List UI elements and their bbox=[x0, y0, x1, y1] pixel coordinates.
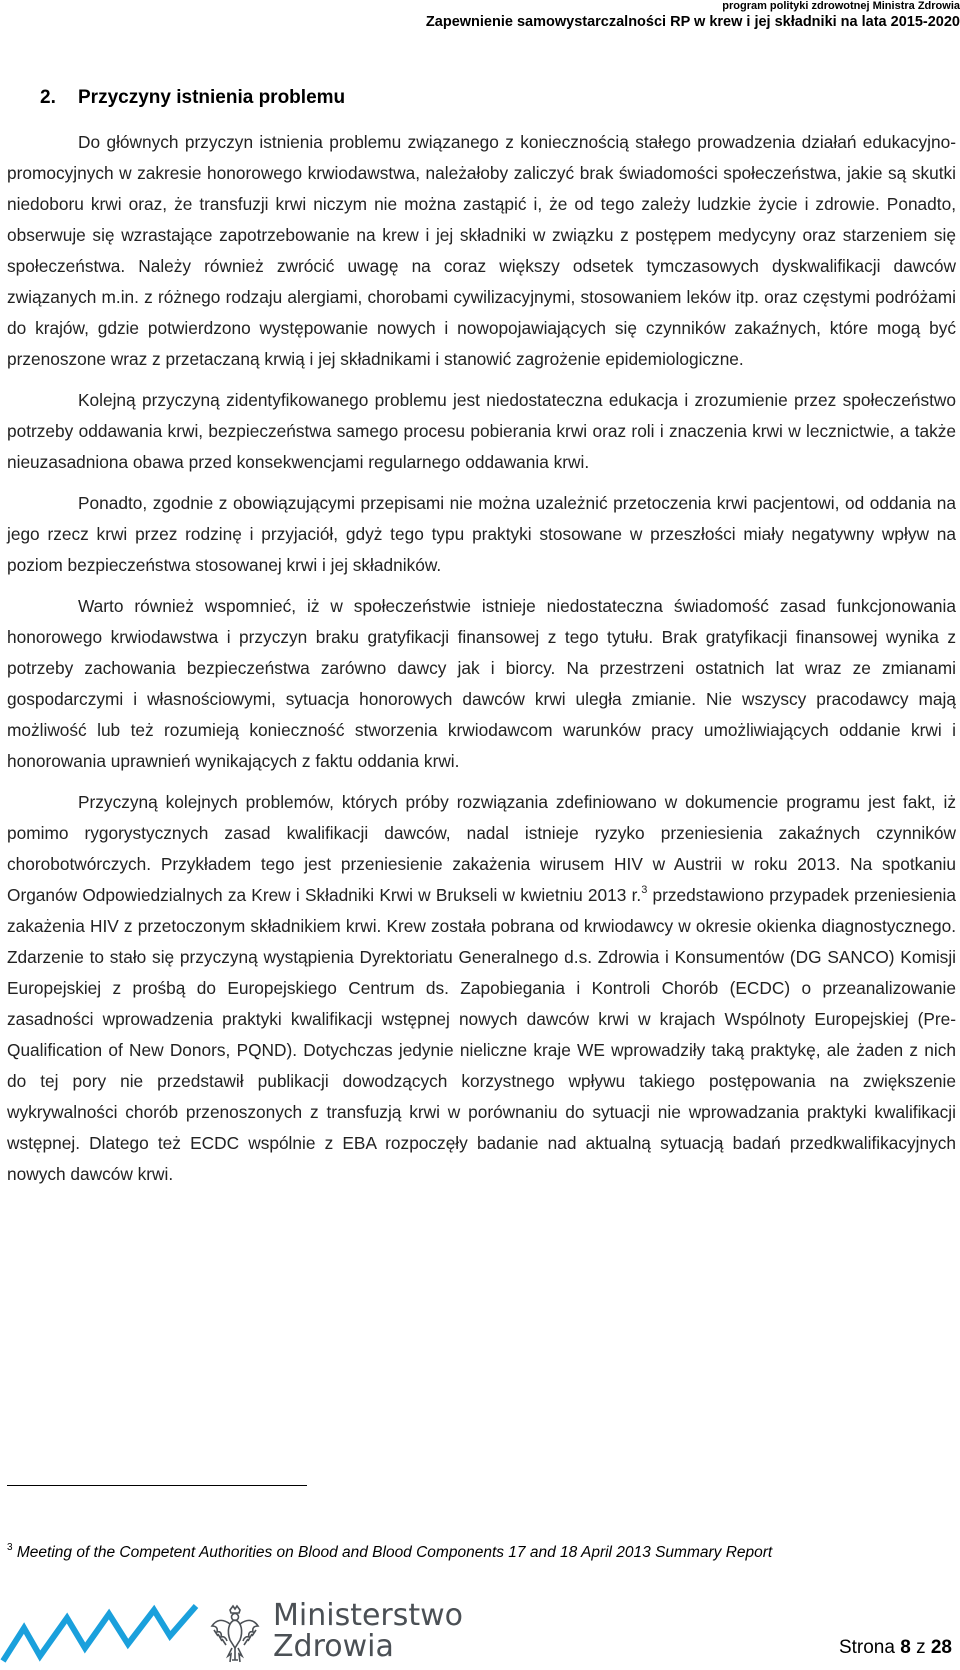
ministry-name-line-1: Ministerstwo bbox=[273, 1598, 464, 1633]
ministry-logo-mark-icon bbox=[0, 1604, 200, 1666]
document-body bbox=[7, 127, 956, 1200]
section-heading bbox=[40, 86, 345, 110]
footnote-reference[interactable]: 3 bbox=[641, 884, 648, 896]
footnote-text: Meeting of the Competent Authorities on Blood and Blood Components 17 and 18 April 2013 Summary Report bbox=[16, 1544, 773, 1561]
polish-eagle-emblem-icon bbox=[208, 1604, 262, 1666]
footnote bbox=[7, 1543, 772, 1563]
page-current: 8 bbox=[900, 1637, 911, 1658]
footnote-number: 3 bbox=[7, 1542, 13, 1553]
header-program-line: program polityki zdrowotnej Ministra Zdrowia bbox=[722, 0, 960, 12]
ministry-logo bbox=[0, 1600, 470, 1670]
ministry-name bbox=[273, 1600, 463, 1662]
page-separator: z bbox=[910, 1637, 931, 1658]
paragraph-1: Do głównych przyczyn istnienia problemu związanego z koniecznością stałego prowadzenia działań edukacyjno-promocyjnych w zakresie honorowego krwiodawstwa, należałoby zaliczyć brak świadomości społeczeństwa, jakie są skutki niedoboru krwi oraz, że transfuzji krwi niczym nie można zastąpić i, że od tego zależy ludzkie życie i zdrowie. Ponadto, obserwuje się wzrastające zapotrzebowanie na krew i jej składniki w związku z postępem medycyny oraz starzeniem się społeczeństwa. Należy również zwrócić uwagę na coraz większy odsetek tymczasowych dyskwalifikacji dawców związanych m.in. z różnego rodzaju alergiami, chorobami cywilizacyjnymi, stosowaniem leków itp. oraz częstymi podróżami do krajów, gdzie potwierdzono występowanie nowych i nowopojawiających się czynników zakaźnych, które mogą być przenoszone wraz z przetaczaną krwią i jej składnikami i stanowić zagrożenie epidemiologiczne. bbox=[7, 132, 956, 369]
page-number bbox=[839, 1637, 952, 1659]
paragraph-3: Ponadto, zgodnie z obowiązującymi przepisami nie można uzależnić przetoczenia krwi pacjentowi, od oddania na jego rzecz krwi przez rodzinę i przyjaciół, gdyż tego typu praktyki stosowane w przeszłości miały negatywny wpływ na poziom bezpieczeństwa stosowanej krwi i jej składników. bbox=[7, 493, 956, 575]
paragraph-2: Kolejną przyczyną zidentyfikowanego problemu jest niedostateczna edukacja i zrozumienie przez społeczeństwo potrzeby oddawania krwi, bezpieczeństwa samego procesu pobierania krwi oraz roli i znaczenia krwi w lecznictwie, a także nieuzasadniona obawa przed konsekwencjami regularnego oddawania krwi. bbox=[7, 390, 956, 472]
ministry-name-line-2: Zdrowia bbox=[273, 1629, 394, 1664]
section-number: 2. bbox=[40, 87, 56, 108]
header-document-title: Zapewnienie samowystarczalności RP w krew i jej składniki na lata 2015-2020 bbox=[425, 14, 960, 30]
paragraph-5-text-after: przedstawiono przypadek przeniesienia zakażenia HIV z przetoczonym składnikiem krwi. Krew została pobrana od krwiodawcy w okresie okienka diagnostycznego. Zdarzenie to stało się przyczyną wystąpienia Dyrektoriatu Generalnego d.s. Zdrowia i Konsumentów (DG SANCO) Komisji Europejskiej z prośbą do Europejskiego Centrum ds. Zapobiegania i Kontroli Chorób (ECDC) o przeanalizowanie zasadności wprowadzenia praktyki kwalifikacji wstępnej nowych dawców krwi w krajach Wspólnoty Europejskiej (Pre-Qualification of New Donors, PQND). Dotychczas jedynie nieliczne kraje WE wprowadziły taką praktykę, ale żaden z nich do tej pory nie przedstawił publikacji dowodzących korzystnego wpływu takiego postępowania na zwiększenie wykrywalności chorób przenoszonych z transfuzją krwi w porównaniu do sytuacji nie wprowadzania praktyki kwalifikacji wstępnej. Dlatego też ECDC wspólnie z EBA rozpoczęły badanie nad aktualną sytuacją badań przedkwalifikacyjnych nowych dawców krwi. bbox=[7, 885, 956, 1184]
paragraph-5 bbox=[7, 787, 956, 1190]
page-label: Strona bbox=[838, 1637, 901, 1658]
page-total: 28 bbox=[930, 1637, 952, 1658]
section-title: Przyczyny istnienia problemu bbox=[78, 87, 346, 108]
paragraph-4: Warto również wspomnieć, iż w społeczeństwie istnieje niedostateczna świadomość zasad funkcjonowania honorowego krwiodawstwa i przyczyn braku gratyfikacji finansowej z tego tytułu. Brak gratyfikacji finansowej wynika z potrzeby zachowania bezpieczeństwa zarówno dawcy jak i biorcy. Na przestrzeni ostatnich lat wraz ze zmianami gospodarczymi i własnościowymi, sytuacja honorowych dawców krwi uległa zmianie. Nie wszyscy pracodawcy mają możliwość lub też rozumieją konieczność stworzenia krwiodawcom warunków pracy umożliwiających oddanie krwi i honorowania uprawnień wynikających z faktu oddania krwi. bbox=[7, 596, 956, 771]
footnote-separator bbox=[7, 1485, 307, 1486]
paragraph-5-text-before: Przyczyną kolejnych problemów, których próby rozwiązania zdefiniowano w dokumencie programu jest fakt, iż pomimo rygorystycznych zasad kwalifikacji dawców, nadal istnieje ryzyko przeniesienia zakaźnych czynników chorobotwórczych. Przykładem tego jest przeniesienie zakażenia wirusem HIV w Austrii w roku 2013. Na spotkaniu Organów Odpowiedzialnych za Krew i Składniki Krwi w Brukseli w kwietniu 2013 r. bbox=[7, 792, 956, 905]
